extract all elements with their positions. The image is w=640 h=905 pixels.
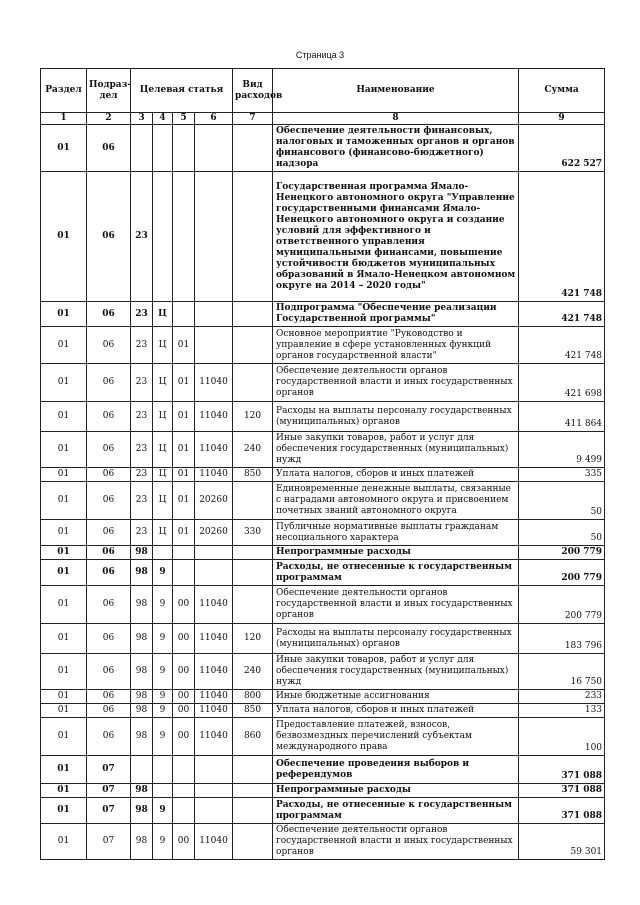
razdel-cell: 01	[41, 798, 87, 824]
name-cell: Иные закупки товаров, работ и услуг для обеспечения государственных (муниципальных) нужд	[273, 654, 519, 690]
budget-table-sheet	[40, 68, 604, 860]
event-cell: 00	[173, 824, 195, 860]
event-cell: 01	[173, 432, 195, 468]
vid-cell	[233, 798, 273, 824]
table-row	[41, 327, 605, 364]
event-cell: 01	[173, 364, 195, 402]
col-number: 2	[87, 113, 131, 125]
table-row	[41, 704, 605, 718]
podrazdel-cell: 06	[87, 125, 131, 172]
subprogram-cell: Ц	[153, 468, 173, 482]
name-cell: Основное мероприятие "Руководство и управление в сфере установленных функций органов государственной власти"	[273, 327, 519, 364]
table-row	[41, 432, 605, 468]
direction-cell	[195, 327, 233, 364]
podrazdel-cell: 06	[87, 468, 131, 482]
vid-cell	[233, 824, 273, 860]
name-cell: Обеспечение деятельности органов государственной власти и иных государственных органов	[273, 364, 519, 402]
name-cell: Уплата налогов, сборов и иных платежей	[273, 704, 519, 718]
direction-cell: 11040	[195, 402, 233, 432]
program-cell: 98	[131, 718, 153, 756]
razdel-cell: 01	[41, 302, 87, 327]
program-cell: 98	[131, 624, 153, 654]
header-name: Наименование	[273, 69, 519, 113]
event-cell: 00	[173, 586, 195, 624]
podrazdel-cell: 07	[87, 756, 131, 784]
subprogram-cell	[153, 784, 173, 798]
event-cell	[173, 560, 195, 586]
podrazdel-cell: 06	[87, 327, 131, 364]
direction-cell: 11040	[195, 654, 233, 690]
sum-cell: 200 779	[519, 546, 605, 560]
program-cell: 98	[131, 798, 153, 824]
direction-cell: 11040	[195, 586, 233, 624]
razdel-cell: 01	[41, 482, 87, 520]
subprogram-cell: Ц	[153, 302, 173, 327]
subprogram-cell	[153, 172, 173, 302]
column-number-row	[41, 113, 605, 125]
col-number: 7	[233, 113, 273, 125]
event-cell: 01	[173, 482, 195, 520]
vid-cell	[233, 172, 273, 302]
name-cell: Непрограммные расходы	[273, 784, 519, 798]
sum-cell: 421 748	[519, 327, 605, 364]
subprogram-cell: Ц	[153, 327, 173, 364]
sum-cell: 59 301	[519, 824, 605, 860]
podrazdel-cell: 06	[87, 704, 131, 718]
program-cell: 98	[131, 704, 153, 718]
sum-cell: 50	[519, 482, 605, 520]
vid-cell: 120	[233, 402, 273, 432]
program-cell: 23	[131, 172, 153, 302]
name-cell: Расходы на выплаты персоналу государственных (муниципальных) органов	[273, 402, 519, 432]
event-cell	[173, 798, 195, 824]
vid-cell: 240	[233, 432, 273, 468]
col-number: 8	[273, 113, 519, 125]
razdel-cell: 01	[41, 624, 87, 654]
event-cell: 00	[173, 718, 195, 756]
sum-cell: 100	[519, 718, 605, 756]
subprogram-cell: Ц	[153, 364, 173, 402]
event-cell: 00	[173, 654, 195, 690]
razdel-cell: 01	[41, 654, 87, 690]
vid-cell: 850	[233, 704, 273, 718]
vid-cell	[233, 784, 273, 798]
table-row	[41, 798, 605, 824]
col-number: 6	[195, 113, 233, 125]
direction-cell: 11040	[195, 624, 233, 654]
col-number: 1	[41, 113, 87, 125]
direction-cell: 20260	[195, 520, 233, 546]
sum-cell: 335	[519, 468, 605, 482]
razdel-cell: 01	[41, 586, 87, 624]
event-cell	[173, 302, 195, 327]
vid-cell: 850	[233, 468, 273, 482]
table-row	[41, 560, 605, 586]
direction-cell: 11040	[195, 432, 233, 468]
sum-cell: 421 748	[519, 172, 605, 302]
program-cell: 98	[131, 560, 153, 586]
table-row	[41, 520, 605, 546]
podrazdel-cell: 06	[87, 690, 131, 704]
sum-cell: 233	[519, 690, 605, 704]
name-cell: Иные закупки товаров, работ и услуг для обеспечения государственных (муниципальных) нужд	[273, 432, 519, 468]
vid-cell	[233, 302, 273, 327]
event-cell	[173, 125, 195, 172]
sum-cell: 622 527	[519, 125, 605, 172]
program-cell: 23	[131, 302, 153, 327]
vid-cell	[233, 482, 273, 520]
razdel-cell: 01	[41, 704, 87, 718]
sum-cell: 50	[519, 520, 605, 546]
header-razdel: Раздел	[41, 69, 87, 113]
col-number: 3	[131, 113, 153, 125]
table-row	[41, 718, 605, 756]
event-cell: 01	[173, 520, 195, 546]
razdel-cell: 01	[41, 784, 87, 798]
vid-cell	[233, 560, 273, 586]
subprogram-cell: 9	[153, 718, 173, 756]
program-cell: 23	[131, 468, 153, 482]
direction-cell: 11040	[195, 718, 233, 756]
vid-cell: 240	[233, 654, 273, 690]
razdel-cell: 01	[41, 364, 87, 402]
header-target: Целевая статья	[131, 69, 233, 113]
name-cell: Обеспечение проведения выборов и референдумов	[273, 756, 519, 784]
name-cell: Единовременные денежные выплаты, связанные с наградами автономного округа и присвоением почетных званий автономного округа	[273, 482, 519, 520]
razdel-cell: 01	[41, 560, 87, 586]
program-cell	[131, 756, 153, 784]
razdel-cell: 01	[41, 402, 87, 432]
vid-cell	[233, 586, 273, 624]
subprogram-cell: Ц	[153, 520, 173, 546]
program-cell: 98	[131, 690, 153, 704]
header-podrazdel: Подраз-дел	[87, 69, 131, 113]
direction-cell	[195, 756, 233, 784]
direction-cell: 11040	[195, 364, 233, 402]
subprogram-cell: 9	[153, 654, 173, 690]
podrazdel-cell: 06	[87, 302, 131, 327]
podrazdel-cell: 07	[87, 824, 131, 860]
razdel-cell: 01	[41, 468, 87, 482]
page-label: Страница 3	[295, 50, 345, 60]
sum-cell: 371 088	[519, 798, 605, 824]
name-cell: Предоставление платежей, взносов, безвозмездных перечислений субъектам международного права	[273, 718, 519, 756]
vid-cell	[233, 546, 273, 560]
budget-table	[40, 68, 605, 860]
sum-cell: 421 698	[519, 364, 605, 402]
program-cell: 98	[131, 586, 153, 624]
direction-cell	[195, 798, 233, 824]
program-cell: 23	[131, 482, 153, 520]
table-row	[41, 756, 605, 784]
program-cell: 98	[131, 546, 153, 560]
subprogram-cell	[153, 546, 173, 560]
program-cell: 23	[131, 402, 153, 432]
name-cell: Иные бюджетные ассигнования	[273, 690, 519, 704]
podrazdel-cell: 07	[87, 784, 131, 798]
razdel-cell: 01	[41, 690, 87, 704]
vid-cell: 330	[233, 520, 273, 546]
podrazdel-cell: 06	[87, 560, 131, 586]
vid-cell: 800	[233, 690, 273, 704]
vid-cell	[233, 756, 273, 784]
name-cell: Непрограммные расходы	[273, 546, 519, 560]
table-row	[41, 784, 605, 798]
podrazdel-cell: 06	[87, 172, 131, 302]
vid-cell	[233, 327, 273, 364]
name-cell: Государственная программа Ямало-Ненецкого автономного округа "Управление государственными финансами Ямало-Ненецкого автономного округа и создание условий для эффективного и ответственного управления муниципальными финансами, повышение устойчивости бюджетов муниципальных образований в Ямало-Ненецком автономном округе на 2014 – 2020 годы"	[273, 172, 519, 302]
razdel-cell: 01	[41, 520, 87, 546]
sum-cell: 183 796	[519, 624, 605, 654]
vid-cell: 860	[233, 718, 273, 756]
name-cell: Расходы, не отнесенные к государственным программам	[273, 560, 519, 586]
program-cell: 23	[131, 520, 153, 546]
podrazdel-cell: 06	[87, 402, 131, 432]
razdel-cell: 01	[41, 824, 87, 860]
name-cell: Обеспечение деятельности органов государственной власти и иных государственных органов	[273, 586, 519, 624]
program-cell: 98	[131, 784, 153, 798]
vid-cell	[233, 364, 273, 402]
event-cell	[173, 784, 195, 798]
podrazdel-cell: 07	[87, 798, 131, 824]
col-number: 9	[519, 113, 605, 125]
direction-cell: 11040	[195, 690, 233, 704]
col-number: 5	[173, 113, 195, 125]
razdel-cell: 01	[41, 432, 87, 468]
razdel-cell: 01	[41, 546, 87, 560]
razdel-cell: 01	[41, 125, 87, 172]
event-cell	[173, 546, 195, 560]
sum-cell: 200 779	[519, 560, 605, 586]
table-row	[41, 364, 605, 402]
event-cell: 00	[173, 690, 195, 704]
podrazdel-cell: 06	[87, 364, 131, 402]
podrazdel-cell: 06	[87, 624, 131, 654]
subprogram-cell: 9	[153, 560, 173, 586]
subprogram-cell: 9	[153, 704, 173, 718]
table-row	[41, 690, 605, 704]
subprogram-cell: Ц	[153, 402, 173, 432]
subprogram-cell: 9	[153, 624, 173, 654]
program-cell: 98	[131, 654, 153, 690]
podrazdel-cell: 06	[87, 718, 131, 756]
direction-cell: 11040	[195, 468, 233, 482]
program-cell: 23	[131, 432, 153, 468]
vid-cell	[233, 125, 273, 172]
name-cell: Обеспечение деятельности финансовых, налоговых и таможенных органов и органов финансового (финансово-бюджетного) надзора	[273, 125, 519, 172]
podrazdel-cell: 06	[87, 586, 131, 624]
table-row	[41, 125, 605, 172]
subprogram-cell: 9	[153, 824, 173, 860]
event-cell: 00	[173, 704, 195, 718]
sum-cell: 371 088	[519, 784, 605, 798]
podrazdel-cell: 06	[87, 432, 131, 468]
sum-cell: 411 864	[519, 402, 605, 432]
table-row	[41, 654, 605, 690]
direction-cell: 11040	[195, 824, 233, 860]
sum-cell: 133	[519, 704, 605, 718]
name-cell: Расходы на выплаты персоналу государственных (муниципальных) органов	[273, 624, 519, 654]
podrazdel-cell: 06	[87, 482, 131, 520]
podrazdel-cell: 06	[87, 520, 131, 546]
sum-cell: 16 750	[519, 654, 605, 690]
name-cell: Публичные нормативные выплаты гражданам несоциального характера	[273, 520, 519, 546]
header-vid: Вид расходов	[233, 69, 273, 113]
vid-cell: 120	[233, 624, 273, 654]
name-cell: Расходы, не отнесенные к государственным программам	[273, 798, 519, 824]
direction-cell	[195, 546, 233, 560]
subprogram-cell: 9	[153, 798, 173, 824]
table-row	[41, 468, 605, 482]
razdel-cell: 01	[41, 172, 87, 302]
header-sum: Сумма	[519, 69, 605, 113]
table-row	[41, 402, 605, 432]
direction-cell	[195, 125, 233, 172]
sum-cell: 371 088	[519, 756, 605, 784]
subprogram-cell	[153, 125, 173, 172]
header-row	[41, 69, 605, 113]
program-cell: 23	[131, 364, 153, 402]
table-row	[41, 624, 605, 654]
razdel-cell: 01	[41, 756, 87, 784]
name-cell: Обеспечение деятельности органов государственной власти и иных государственных органов	[273, 824, 519, 860]
program-cell	[131, 125, 153, 172]
direction-cell: 20260	[195, 482, 233, 520]
razdel-cell: 01	[41, 718, 87, 756]
table-row	[41, 586, 605, 624]
program-cell: 23	[131, 327, 153, 364]
direction-cell: 11040	[195, 704, 233, 718]
razdel-cell: 01	[41, 327, 87, 364]
table-row	[41, 824, 605, 860]
subprogram-cell	[153, 756, 173, 784]
event-cell: 00	[173, 624, 195, 654]
event-cell: 01	[173, 327, 195, 364]
table-row	[41, 172, 605, 302]
event-cell	[173, 172, 195, 302]
sum-cell: 200 779	[519, 586, 605, 624]
subprogram-cell: Ц	[153, 482, 173, 520]
table-row	[41, 482, 605, 520]
event-cell: 01	[173, 468, 195, 482]
sum-cell: 9 499	[519, 432, 605, 468]
event-cell	[173, 756, 195, 784]
col-number: 4	[153, 113, 173, 125]
program-cell: 98	[131, 824, 153, 860]
podrazdel-cell: 06	[87, 654, 131, 690]
podrazdel-cell: 06	[87, 546, 131, 560]
subprogram-cell: 9	[153, 690, 173, 704]
direction-cell	[195, 172, 233, 302]
subprogram-cell: 9	[153, 586, 173, 624]
subprogram-cell: Ц	[153, 432, 173, 468]
name-cell: Подпрограмма "Обеспечение реализации Государственной программы"	[273, 302, 519, 327]
event-cell: 01	[173, 402, 195, 432]
table-row	[41, 546, 605, 560]
table-body	[41, 125, 605, 860]
sum-cell: 421 748	[519, 302, 605, 327]
direction-cell	[195, 302, 233, 327]
table-row	[41, 302, 605, 327]
direction-cell	[195, 560, 233, 586]
name-cell: Уплата налогов, сборов и иных платежей	[273, 468, 519, 482]
direction-cell	[195, 784, 233, 798]
